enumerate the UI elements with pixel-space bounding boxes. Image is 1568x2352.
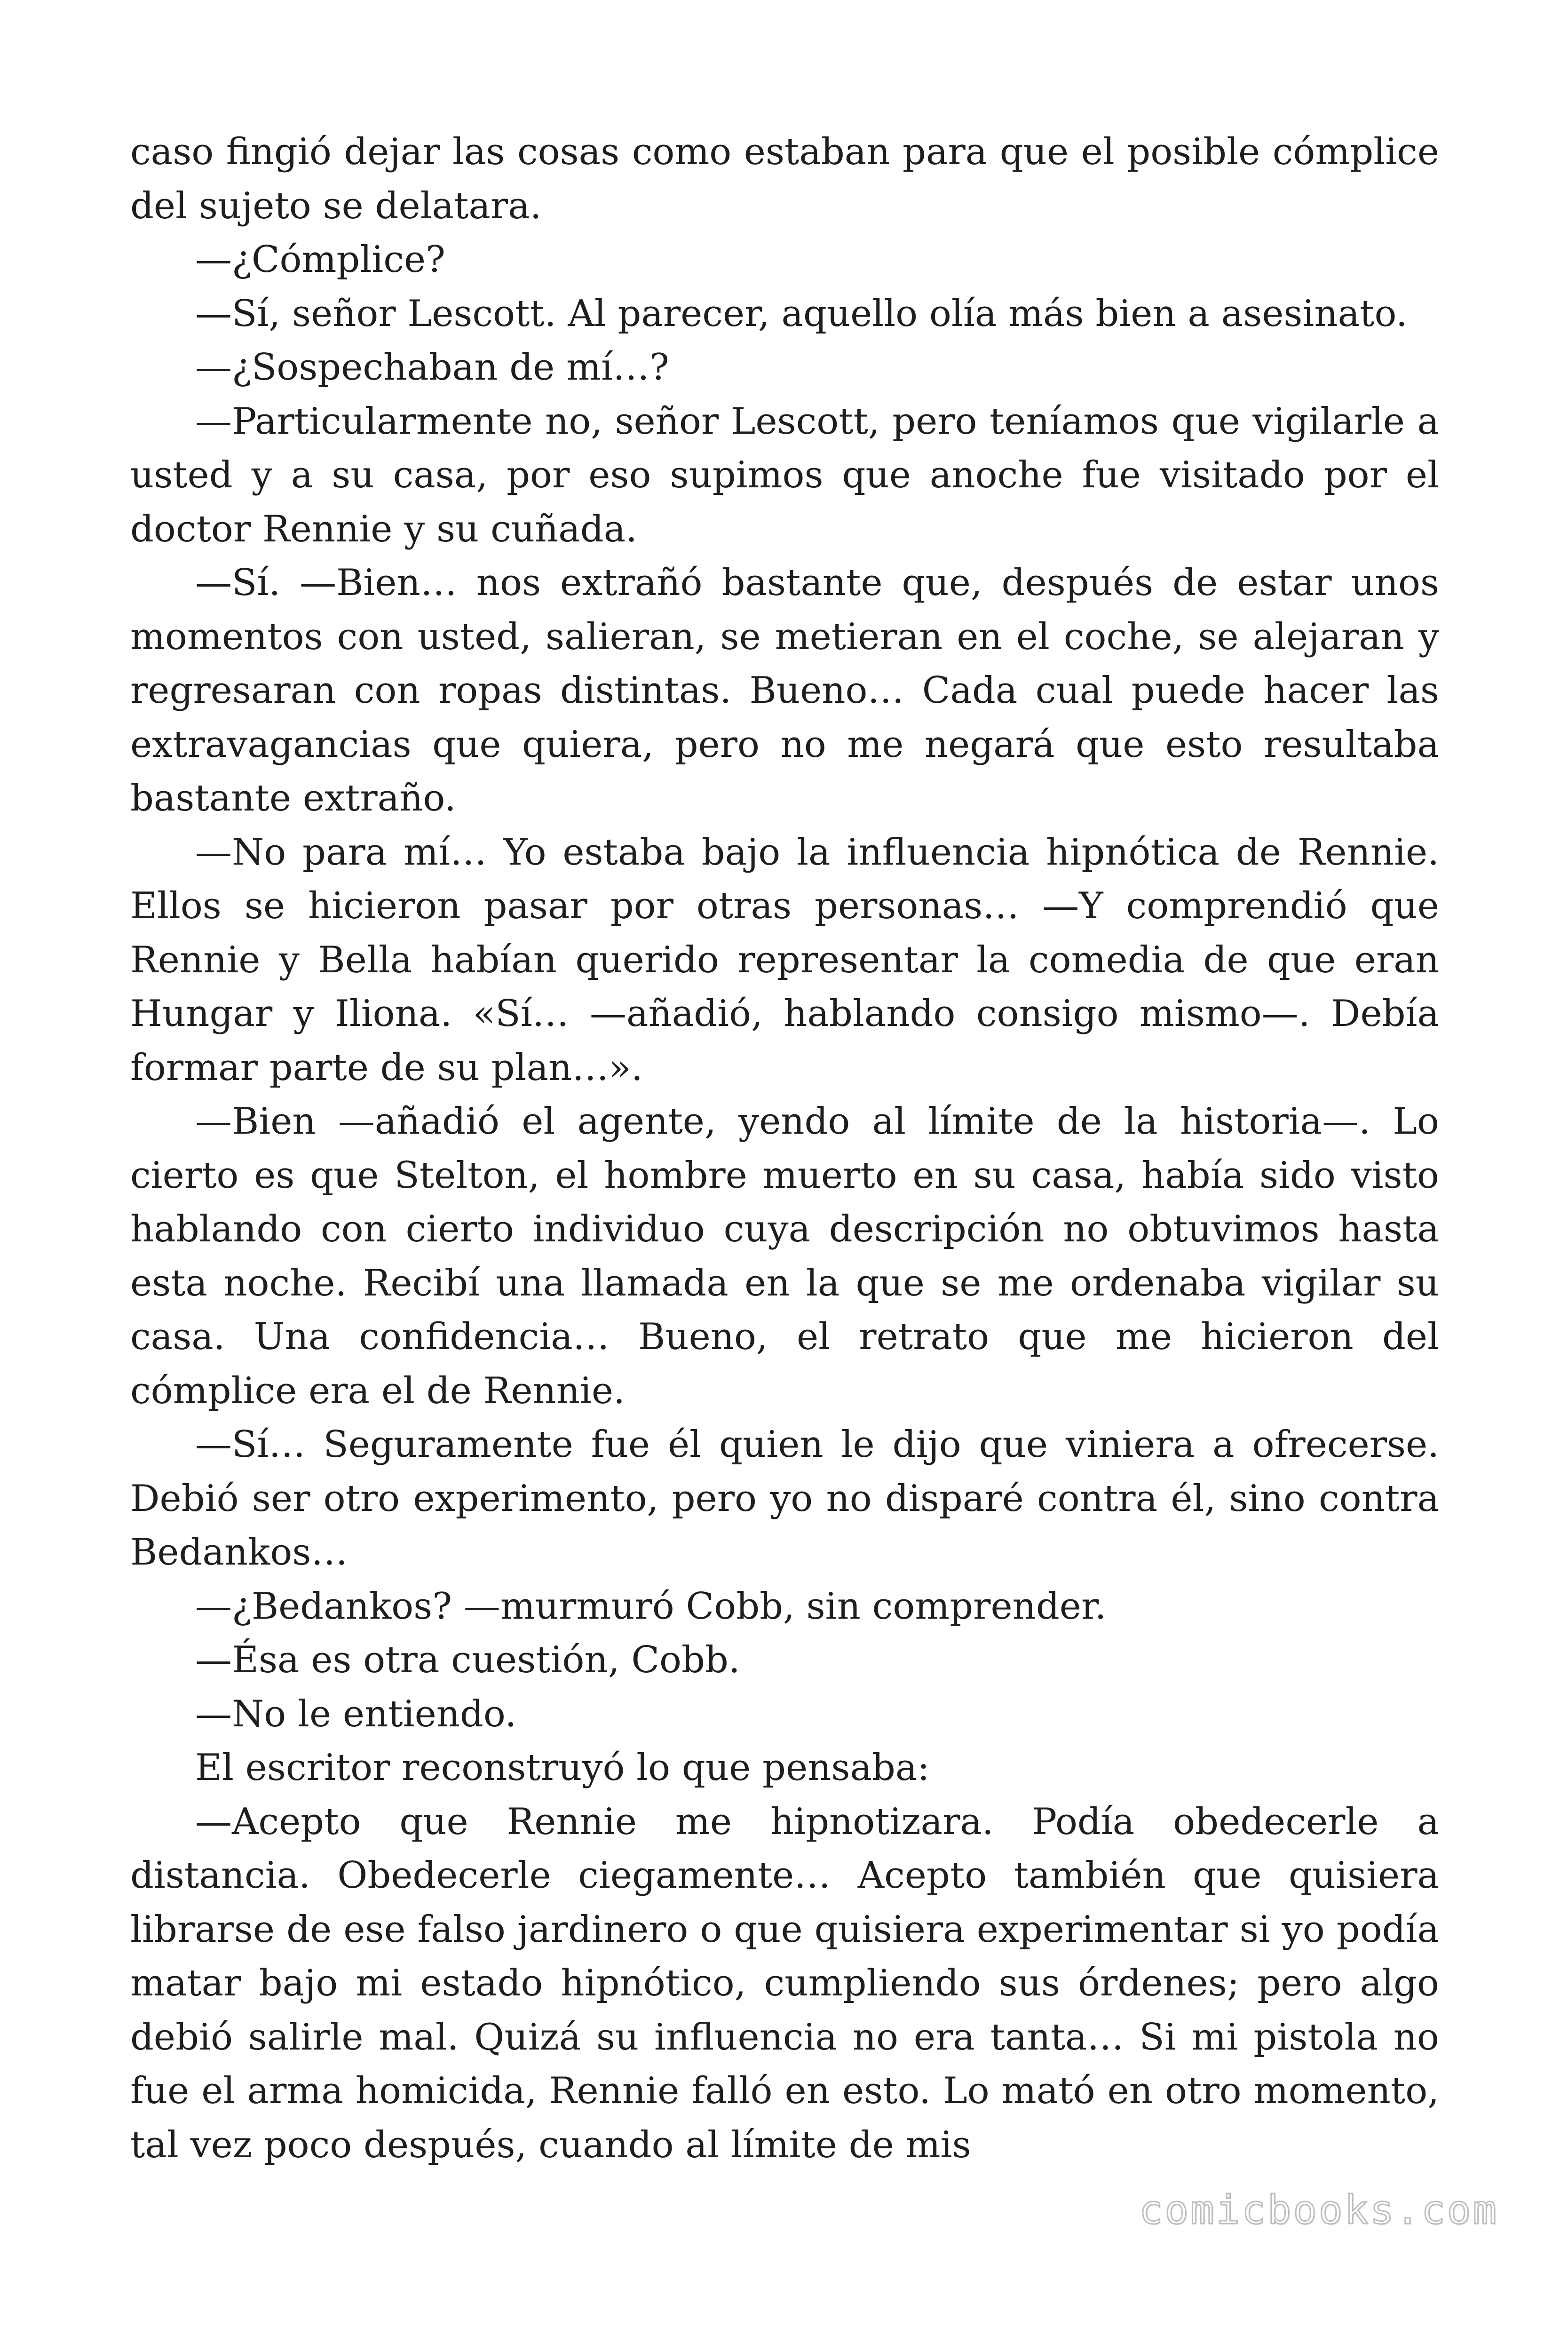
paragraph: —No le entiendo. <box>195 1692 517 1735</box>
paragraph: El escritor reconstruyó lo que pensaba: <box>195 1747 930 1789</box>
paragraph: —No para mí… Yo estaba bajo la influencia hipnótica de Rennie. Ellos se hicieron pasar por otras personas… —Y comprendió que Rennie y Bella habían querido representar la comedia de que eran Hungar y Iliona. «Sí… —añadió, hablando consigo mismo—. Debía formar parte de su plan…». <box>130 831 1439 1089</box>
paragraph: caso fingió dejar las cosas como estaban para que el posible cómplice del sujeto se delatara. <box>130 131 1439 227</box>
paragraph: —Sí… Seguramente fue él quien le dijo que viniera a ofrecerse. Debió ser otro experimento, pero yo no disparé contra él, sino contra Bedankos… <box>130 1423 1439 1573</box>
paragraph: —Bien —añadió el agente, yendo al límite de la historia—. Lo cierto es que Stelton, el hombre muerto en su casa, había sido visto hablando con cierto individuo cuya descripción no obtuvimos hasta esta noche. Recibí una llamada en la que se me ordenaba vigilar su casa. Una confidencia… Bueno, el retrato que me hicieron del cómplice era el de Rennie. <box>130 1100 1439 1412</box>
page-body <box>130 125 1439 2172</box>
paragraph: —Particularmente no, señor Lescott, pero teníamos que vigilarle a usted y a su casa, por eso supimos que anoche fue visitado por el doctor Rennie y su cuñada. <box>130 400 1439 550</box>
paragraph: —¿Bedankos? —murmuró Cobb, sin comprender. <box>195 1585 1107 1628</box>
paragraph: —Sí. —Bien… nos extrañó bastante que, después de estar unos momentos con usted, salieran, se metieran en el coche, se alejaran y regresaran con ropas distintas. Bueno… Cada cual puede hacer las extravagancias que quiera, pero no me negará que esto resultaba bastante extraño. <box>130 562 1439 819</box>
paragraph: —Sí, señor Lescott. Al parecer, aquello olía más bien a asesinato. <box>195 292 1408 335</box>
paragraph: —¿Cómplice? <box>195 238 445 281</box>
paragraph: —Acepto que Rennie me hipnotizara. Podía obedecerle a distancia. Obedecerle ciegamente… Acepto también que quisiera librarse de ese falso jardinero o que quisiera experimentar si yo podía matar bajo mi estado hipnótico, cumpliendo sus órdenes; pero algo debió salirle mal. Quizá su influencia no era tanta… Si mi pistola no fue el arma homicida, Rennie falló en esto. Lo mató en otro momento, tal vez poco después, cuando al límite de mis <box>130 1800 1439 2166</box>
paragraph: —Ésa es otra cuestión, Cobb. <box>195 1639 740 1681</box>
watermark: comicbooks.com <box>1139 2187 1498 2233</box>
paragraph: —¿Sospechaban de mí…? <box>195 346 669 389</box>
